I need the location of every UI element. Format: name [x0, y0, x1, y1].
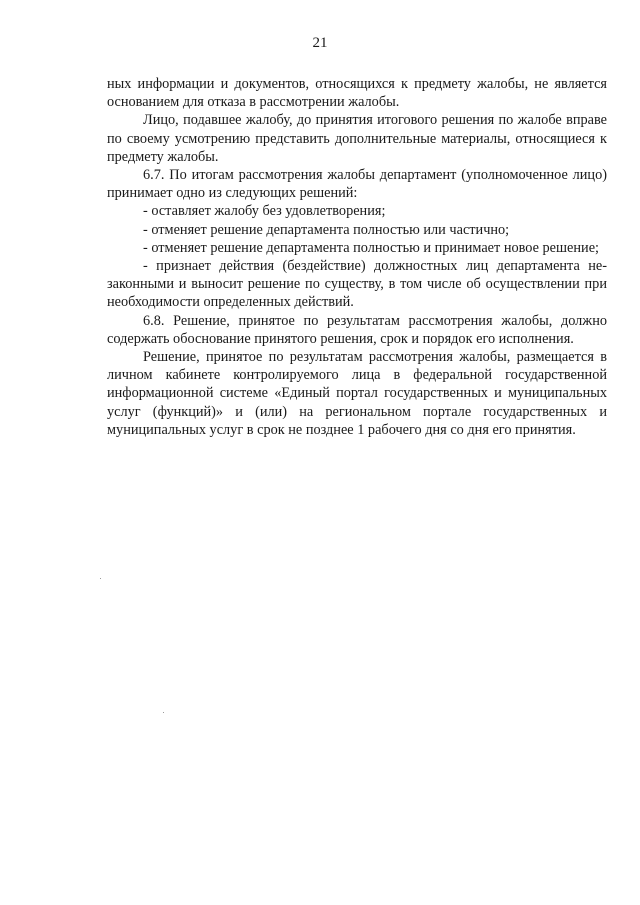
list-item-decision-3: - отменяет решение департамента полностью и принимает новое решение; [143, 239, 600, 256]
scan-speck [100, 578, 101, 579]
paragraph-6-7: 6.7. По итогам рассмотрения жалобы департамент (уполномоченное лицо) принимает одно из следующих решений: [107, 167, 607, 202]
paragraph-additional-materials: Лицо, подавшее жалобу, до принятия итогового решения по жалобе вправе по своему усмотрению представить дополнительные материалы, относящиеся к предмету жалобы. [107, 112, 607, 165]
page-number: 21 [312, 35, 328, 51]
list-item-decision-1: - оставляет жалобу без удовлетворения; [143, 203, 386, 220]
paragraph-6-8: 6.8. Решение, принятое по результатам рассмотрения жалобы, должно содержать обоснование принятого решения, срок и порядок его исполнения. [107, 312, 607, 347]
document-body [107, 75, 607, 439]
list-item-decision-4: - признает действия (бездействие) должностных лиц департамента незаконными и выносит решение по существу, в том числе об осуществлении при необходимости определенных действий. [107, 258, 607, 311]
paragraph-decision-publication: Решение, принятое по результатам рассмотрения жалобы, размещается в личном кабинете контролируемого лица в федеральной государственной информационной системе «Единый портал государственных и муниципальных услуг (функций)» и (или) на региональном портале государственных и муниципальных услуг в срок не позднее 1 рабочего дня со дня его принятия. [107, 349, 607, 438]
list-item-decision-2: - отменяет решение департамента полностью или частично; [143, 221, 510, 238]
scan-speck [163, 712, 164, 713]
paragraph-continuation: ных информации и документов, относящихся к предмету жалобы, не является основанием для отказа в рассмотрении жалобы. [107, 76, 607, 111]
